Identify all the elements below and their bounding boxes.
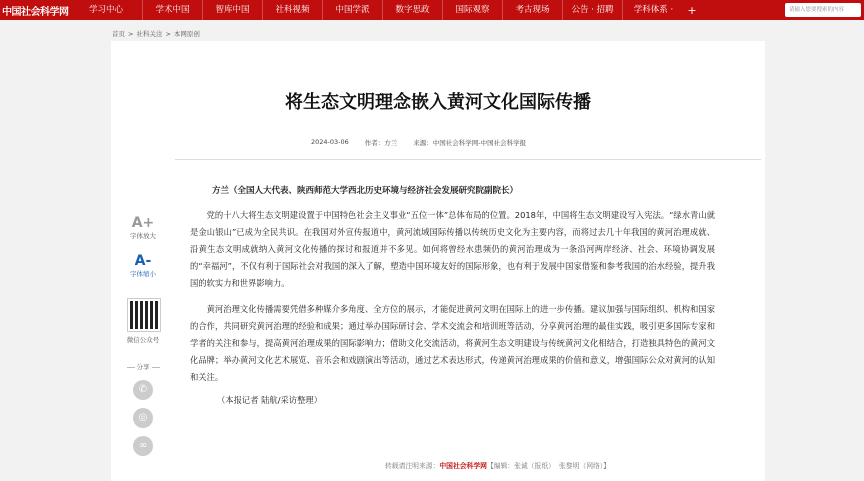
site-logo[interactable] xyxy=(0,0,70,20)
reprint-note: 转载请注明来源：中国社会科学网【编辑：张诚（报纸） 张黎明（网络）】 xyxy=(385,462,610,470)
search-input[interactable]: 请输入您要搜索的内容 xyxy=(785,3,861,17)
share-label: 分享 xyxy=(136,363,150,371)
reporter-signoff: （本报记者 陆航/采访整理） xyxy=(217,395,322,405)
breadcrumb-item[interactable]: 社科关注 xyxy=(136,30,163,38)
logo-text: 中国社会科学网 xyxy=(2,6,69,18)
nav-item-8[interactable]: 公告 · 招聘 xyxy=(562,0,622,20)
nav-item-1[interactable]: 学术中国 xyxy=(142,0,202,20)
font-up-label: 字体放大 xyxy=(130,232,156,240)
nav-item-4[interactable]: 中国学派 xyxy=(322,0,382,20)
font-size-up-button[interactable] xyxy=(123,215,163,240)
breadcrumb-separator: > xyxy=(165,30,171,38)
paragraph-2: 黄河治理文化传播需要凭借多种媒介多角度、全方位的展示，才能促进黄河文明在国际上的进一步传播。建议加强与国际组织、机构和国家的合作，共同研究黄河治理的经验和成果；通过举办国际研讨会、学术交流会和培训班等活动，分享黄河治理的最佳实践，吸引更多国际专家和学者的关注和参与，提高黄河治理成果的国际影响力；借助文化交流活动，将黄河生态文明建设与传统黄河文化相结合，打造独具特色的黄河文化品牌；举办黄河文化艺术展览、音乐会和戏剧演出等活动，通过艺术表达形式，传递黄河治理成果的价值和意义，增强国际公众对黄河的认知和关注。 xyxy=(190,304,715,382)
breadcrumb-separator: > xyxy=(128,30,134,38)
wechat-share-icon[interactable]: ✆ xyxy=(133,380,153,400)
nav-item-5[interactable]: 数字思政 xyxy=(382,0,442,20)
wechat-qr-code xyxy=(128,299,160,331)
top-nav-bar xyxy=(0,0,864,20)
link-share-icon[interactable]: ∞ xyxy=(133,436,153,456)
font-up-icon: A+ xyxy=(131,215,155,231)
author-line: 方兰（全国人大代表、陕西师范大学西北历史环境与经济社会发展研究院副院长） xyxy=(212,186,519,196)
breadcrumb-item[interactable]: 首页 xyxy=(112,30,125,38)
breadcrumb-item[interactable]: 本网原创 xyxy=(173,30,200,38)
font-size-down-button[interactable] xyxy=(123,253,163,278)
article-date: 2024-03-06 xyxy=(311,138,349,146)
article-title: 将生态文明理念嵌入黄河文化国际传播 xyxy=(285,92,591,113)
nav-item-6[interactable]: 国际观察 xyxy=(442,0,502,20)
font-down-label: 字体缩小 xyxy=(130,270,156,278)
weibo-share-icon[interactable]: ◎ xyxy=(133,408,153,428)
nav-item-3[interactable]: 社科视频 xyxy=(262,0,322,20)
article-body xyxy=(175,184,715,406)
wechat-label: 微信公众号 xyxy=(126,336,160,344)
nav-item-9[interactable]: 学科体系 · xyxy=(622,0,684,20)
article-author: 作者：方兰 xyxy=(364,139,398,147)
breadcrumb xyxy=(112,29,203,38)
article-source: 来源：中国社会科学网-中国社会科学报 xyxy=(413,139,527,147)
article-meta xyxy=(311,138,526,147)
nav-item-2[interactable]: 智库中国 xyxy=(202,0,262,20)
paragraph-1: 党的十八大将生态文明建设置于中国特色社会主义事业“五位一体”总体布局的位置。2018年，中国将生态文明建设写入宪法。“绿水青山就是金山银山”已成为全民共识。在我国对外宣传报道中，黄河流域国际传播以传统历史文化为主要内容，而将过去几十年我国的黄河治理成就、沿黄生态文明成就纳入黄河文化传播的探讨和报道并不多见。如何将曾经水患频仍的黄河治理成为一条沿河两岸经济、社会、环境协调发展的“幸福河”，不仅有利于国际社会对我国的深入了解，塑造中国环境友好的国际形象，也有利于发展中国家借鉴和参考我国的治水经验，提升我国的软实力和世界影响力。 xyxy=(190,210,715,288)
nav-item-0[interactable]: 学习中心 xyxy=(88,5,123,15)
plus-icon[interactable]: + xyxy=(687,3,697,17)
main-nav xyxy=(70,0,700,20)
reprint-site-link[interactable]: 中国社会科学网 xyxy=(439,462,487,470)
font-down-icon: A- xyxy=(134,253,152,269)
meta-divider xyxy=(175,159,761,160)
nav-item-7[interactable]: 考古现场 xyxy=(502,0,562,20)
share-divider-right xyxy=(152,367,160,368)
